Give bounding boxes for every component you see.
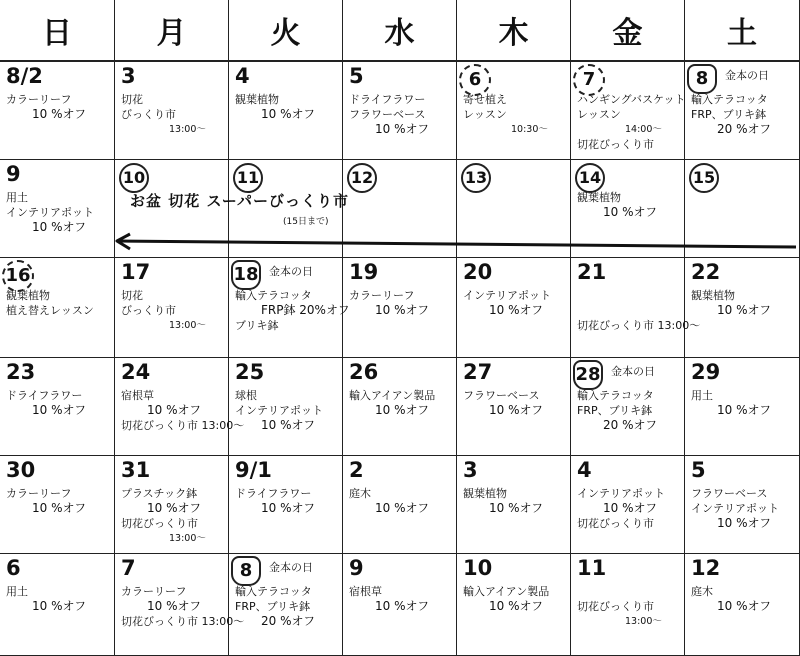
day-number: 29 <box>691 360 721 384</box>
day-cell <box>115 358 245 456</box>
event-text: 輸入テラコッタ <box>235 585 312 598</box>
day-number: 7 <box>121 556 136 580</box>
event-list <box>6 190 111 255</box>
day-number: 10 <box>119 163 149 193</box>
day-cell <box>343 358 457 456</box>
event-text: FRP鉢 20%オフ <box>261 303 350 317</box>
event-text: 庭木 <box>349 487 371 500</box>
day-number: 9/1 <box>235 458 272 482</box>
day-cell <box>571 160 685 258</box>
day-number: 6 <box>459 64 491 96</box>
day-cell <box>685 258 800 358</box>
event-text: 10 %オフ <box>147 403 202 417</box>
day-number: 11 <box>577 556 607 580</box>
day-number: 25 <box>235 360 265 384</box>
event-list <box>235 486 339 551</box>
day-cell <box>229 456 343 554</box>
event-text: インテリアポット <box>235 404 323 417</box>
day-number: 13 <box>461 163 491 193</box>
day-cell <box>457 258 571 358</box>
event-text: 10 %オフ <box>32 501 87 515</box>
event-text: 13:00～ <box>169 320 206 331</box>
event-list <box>6 388 111 453</box>
event-text: カラーリーフ <box>6 487 72 500</box>
event-text: 10 %オフ <box>32 220 87 234</box>
day-number: 9 <box>349 556 364 580</box>
event-text: プラスチック鉢 <box>121 487 198 500</box>
day-number: 20 <box>463 260 493 284</box>
day-number: 15 <box>689 163 719 193</box>
event-list <box>349 486 453 551</box>
day-cell <box>685 554 800 656</box>
event-text: カラーリーフ <box>6 93 72 106</box>
day-cell <box>0 160 115 258</box>
event-text: 10 %オフ <box>717 516 772 530</box>
event-list <box>691 584 796 653</box>
event-text: 観葉植物 <box>691 289 735 302</box>
day-number: 10 <box>463 556 493 580</box>
event-text: 輸入テラコッタ <box>577 389 654 402</box>
event-text: 用土 <box>6 585 28 598</box>
day-cell <box>457 160 571 258</box>
day-cell <box>571 62 685 160</box>
event-text: 10 %オフ <box>375 403 430 417</box>
event-text: 10 %オフ <box>147 501 202 515</box>
event-text <box>577 584 681 599</box>
event-list <box>349 92 453 157</box>
event-list <box>691 190 796 255</box>
event-text: カラーリーフ <box>349 289 415 302</box>
event-list <box>6 486 111 551</box>
event-text: 10 %オフ <box>261 107 316 121</box>
special-day-label: 金本の日 <box>269 561 313 574</box>
event-text: レッスン <box>463 108 507 121</box>
day-number: 31 <box>121 458 151 482</box>
event-text <box>577 288 681 303</box>
day-cell <box>229 358 343 456</box>
day-cell <box>0 358 115 456</box>
event-list <box>463 190 567 255</box>
day-number: 4 <box>235 64 250 88</box>
event-list <box>691 288 796 355</box>
day-number: 5 <box>349 64 364 88</box>
event-list <box>577 92 686 157</box>
event-text: 20 %オフ <box>717 122 772 136</box>
event-text: 13:00～ <box>169 533 206 544</box>
event-text: 10 %オフ <box>32 403 87 417</box>
day-number: 9 <box>6 162 21 186</box>
event-text: FRP、ブリキ鉢 <box>691 108 767 121</box>
event-list <box>235 92 339 157</box>
event-text: 庭木 <box>691 585 713 598</box>
event-text: 10 %オフ <box>261 501 316 515</box>
day-cell <box>571 358 685 456</box>
event-text: 切花びっくり市 <box>577 138 654 151</box>
obon-sale-banner: お盆 切花 スーパーびっくり市 <box>130 192 349 210</box>
day-cell <box>343 62 457 160</box>
day-cell <box>685 358 800 456</box>
event-text: びっくり市 <box>121 304 176 317</box>
day-cell <box>571 258 701 358</box>
weekday-header: 火 <box>229 0 343 62</box>
day-cell <box>229 554 343 656</box>
day-cell <box>343 160 457 258</box>
day-number: 22 <box>691 260 721 284</box>
day-number: 23 <box>6 360 36 384</box>
weekday-header: 水 <box>343 0 457 62</box>
event-text: 切花びっくり市 <box>577 517 654 530</box>
event-text: 観葉植物 <box>463 487 507 500</box>
event-list <box>121 288 225 355</box>
event-list <box>6 288 111 355</box>
event-text: 切花びっくり市 13:00～ <box>121 419 245 432</box>
day-cell <box>0 258 115 358</box>
event-text: 10 %オフ <box>717 403 772 417</box>
event-text: 10 %オフ <box>717 599 772 613</box>
event-text: 10 %オフ <box>375 599 430 613</box>
day-number: 21 <box>577 260 607 284</box>
day-number: 2 <box>349 458 364 482</box>
event-list <box>691 486 796 551</box>
event-list <box>349 190 453 255</box>
event-text: インテリアポット <box>463 289 551 302</box>
event-text: ブリキ鉢 <box>235 319 279 332</box>
day-cell <box>115 62 229 160</box>
day-cell <box>457 554 571 656</box>
event-text: 10 %オフ <box>261 418 316 432</box>
event-text: 10 %オフ <box>489 501 544 515</box>
event-text: 輸入テラコッタ <box>235 289 312 302</box>
event-list <box>577 388 681 453</box>
event-text: 用土 <box>6 191 28 204</box>
day-number: 19 <box>349 260 379 284</box>
event-text: フラワーベース <box>463 389 540 402</box>
day-number: 14 <box>575 163 605 193</box>
event-text: 切花びっくり市 13:00～ <box>577 319 701 332</box>
special-day-label: 金本の日 <box>611 365 655 378</box>
day-number: 30 <box>6 458 36 482</box>
weekday-header: 月 <box>115 0 229 62</box>
event-text: 植え替えレッスン <box>6 304 94 317</box>
event-text: 観葉植物 <box>235 93 279 106</box>
day-cell <box>229 62 343 160</box>
day-cell <box>0 554 115 656</box>
event-text: 寄せ植え <box>463 93 507 106</box>
day-number: 7 <box>573 64 605 96</box>
day-cell <box>0 456 115 554</box>
event-text: カラーリーフ <box>121 585 187 598</box>
event-text: 10 %オフ <box>489 303 544 317</box>
event-text: 10 %オフ <box>603 205 658 219</box>
weekday-header: 木 <box>457 0 571 62</box>
day-cell <box>571 554 685 656</box>
event-list <box>577 288 701 355</box>
event-text: 切花びっくり市 <box>121 517 198 530</box>
event-text: インテリアポット <box>577 487 665 500</box>
event-text: 14:00～ <box>625 124 662 135</box>
day-cell <box>685 160 800 258</box>
day-number: 12 <box>347 163 377 193</box>
event-list <box>463 584 567 653</box>
day-number: 8 <box>687 64 717 94</box>
day-number: 3 <box>121 64 136 88</box>
event-list <box>349 288 453 355</box>
event-list <box>463 388 567 453</box>
day-number: 3 <box>463 458 478 482</box>
event-text: 10 %オフ <box>489 599 544 613</box>
day-number: 26 <box>349 360 379 384</box>
event-list <box>463 92 567 157</box>
event-text: 10 %オフ <box>375 303 430 317</box>
event-text: 切花 <box>121 93 143 106</box>
special-day-label: 金本の日 <box>725 69 769 82</box>
day-cell <box>229 258 350 358</box>
event-text: インテリアポット <box>6 206 94 219</box>
event-text: 13:00～ <box>625 616 662 627</box>
event-text: 観葉植物 <box>6 289 50 302</box>
event-list <box>349 584 453 653</box>
event-list <box>121 388 245 453</box>
day-cell <box>343 258 457 358</box>
event-list <box>6 584 111 653</box>
day-number: 4 <box>577 458 592 482</box>
day-number: 6 <box>6 556 21 580</box>
event-text: インテリアポット <box>691 502 779 515</box>
event-text: ドライフラワー <box>235 487 312 500</box>
weekday-header: 土 <box>685 0 800 62</box>
event-text: 切花びっくり市 13:00～ <box>121 615 245 628</box>
event-text: 10 %オフ <box>32 107 87 121</box>
event-list <box>121 584 245 653</box>
event-text: 10 %オフ <box>489 403 544 417</box>
event-text: 10 %オフ <box>375 122 430 136</box>
event-text: 宿根草 <box>349 585 382 598</box>
day-cell <box>457 62 571 160</box>
event-list <box>577 584 681 653</box>
event-text: 10 %オフ <box>147 599 202 613</box>
day-number: 24 <box>121 360 151 384</box>
event-list <box>577 486 681 551</box>
event-list <box>349 388 453 453</box>
day-cell <box>457 358 571 456</box>
day-cell <box>343 456 457 554</box>
event-list <box>463 288 567 355</box>
event-list <box>235 584 339 653</box>
day-number: 18 <box>231 260 261 290</box>
event-text <box>577 303 681 318</box>
event-list <box>691 92 796 157</box>
day-cell <box>115 554 245 656</box>
day-number: 11 <box>233 163 263 193</box>
day-number: 5 <box>691 458 706 482</box>
event-list <box>121 92 225 157</box>
event-text: 観葉植物 <box>577 191 621 204</box>
event-text: 20 %オフ <box>261 614 316 628</box>
day-number: 17 <box>121 260 151 284</box>
event-text: 10 %オフ <box>375 501 430 515</box>
day-cell <box>115 456 229 554</box>
event-text: フラワーベース <box>691 487 768 500</box>
weekday-header: 金 <box>571 0 685 62</box>
event-list <box>6 92 111 157</box>
event-text: 輸入テラコッタ <box>691 93 768 106</box>
event-text: ドライフラワー <box>349 93 426 106</box>
day-cell <box>343 554 457 656</box>
event-text: 20 %オフ <box>603 418 658 432</box>
event-text: 宿根草 <box>121 389 154 402</box>
event-text: びっくり市 <box>121 108 176 121</box>
day-number: 8 <box>231 556 261 586</box>
event-text: ハンギングバスケット <box>577 93 686 106</box>
event-text: 輸入アイアン製品 <box>349 389 436 402</box>
event-text: 10:30～ <box>511 124 548 135</box>
weekday-header: 日 <box>0 0 115 62</box>
event-list <box>235 288 350 355</box>
event-list <box>463 486 567 551</box>
day-number: 28 <box>573 360 603 390</box>
event-text: 13:00～ <box>169 124 206 135</box>
obon-sale-note: (15日まで) <box>283 217 329 227</box>
event-list <box>577 190 681 255</box>
day-cell <box>685 456 800 554</box>
event-text: 10 %オフ <box>32 599 87 613</box>
day-cell <box>457 456 571 554</box>
event-text: FRP、ブリキ鉢 <box>235 600 311 613</box>
special-day-label: 金本の日 <box>269 265 313 278</box>
event-text: レッスン <box>577 108 621 121</box>
day-number: 8/2 <box>6 64 43 88</box>
day-number: 16 <box>2 260 34 292</box>
event-text: 10 %オフ <box>717 303 772 317</box>
event-text: 切花びっくり市 <box>577 600 654 613</box>
day-cell <box>571 456 685 554</box>
event-text: フラワーベース <box>349 108 426 121</box>
event-text: ドライフラワー <box>6 389 83 402</box>
day-cell <box>0 62 115 160</box>
event-text: 球根 <box>235 389 257 402</box>
event-text: 用土 <box>691 389 713 402</box>
event-text: 切花 <box>121 289 143 302</box>
event-text: 輸入アイアン製品 <box>463 585 550 598</box>
event-list <box>691 388 796 453</box>
event-list <box>235 388 339 453</box>
event-list <box>121 486 225 551</box>
day-number: 12 <box>691 556 721 580</box>
day-cell <box>685 62 800 160</box>
event-text: 10 %オフ <box>603 501 658 515</box>
event-text: FRP、ブリキ鉢 <box>577 404 653 417</box>
day-cell <box>115 258 229 358</box>
day-number: 27 <box>463 360 493 384</box>
